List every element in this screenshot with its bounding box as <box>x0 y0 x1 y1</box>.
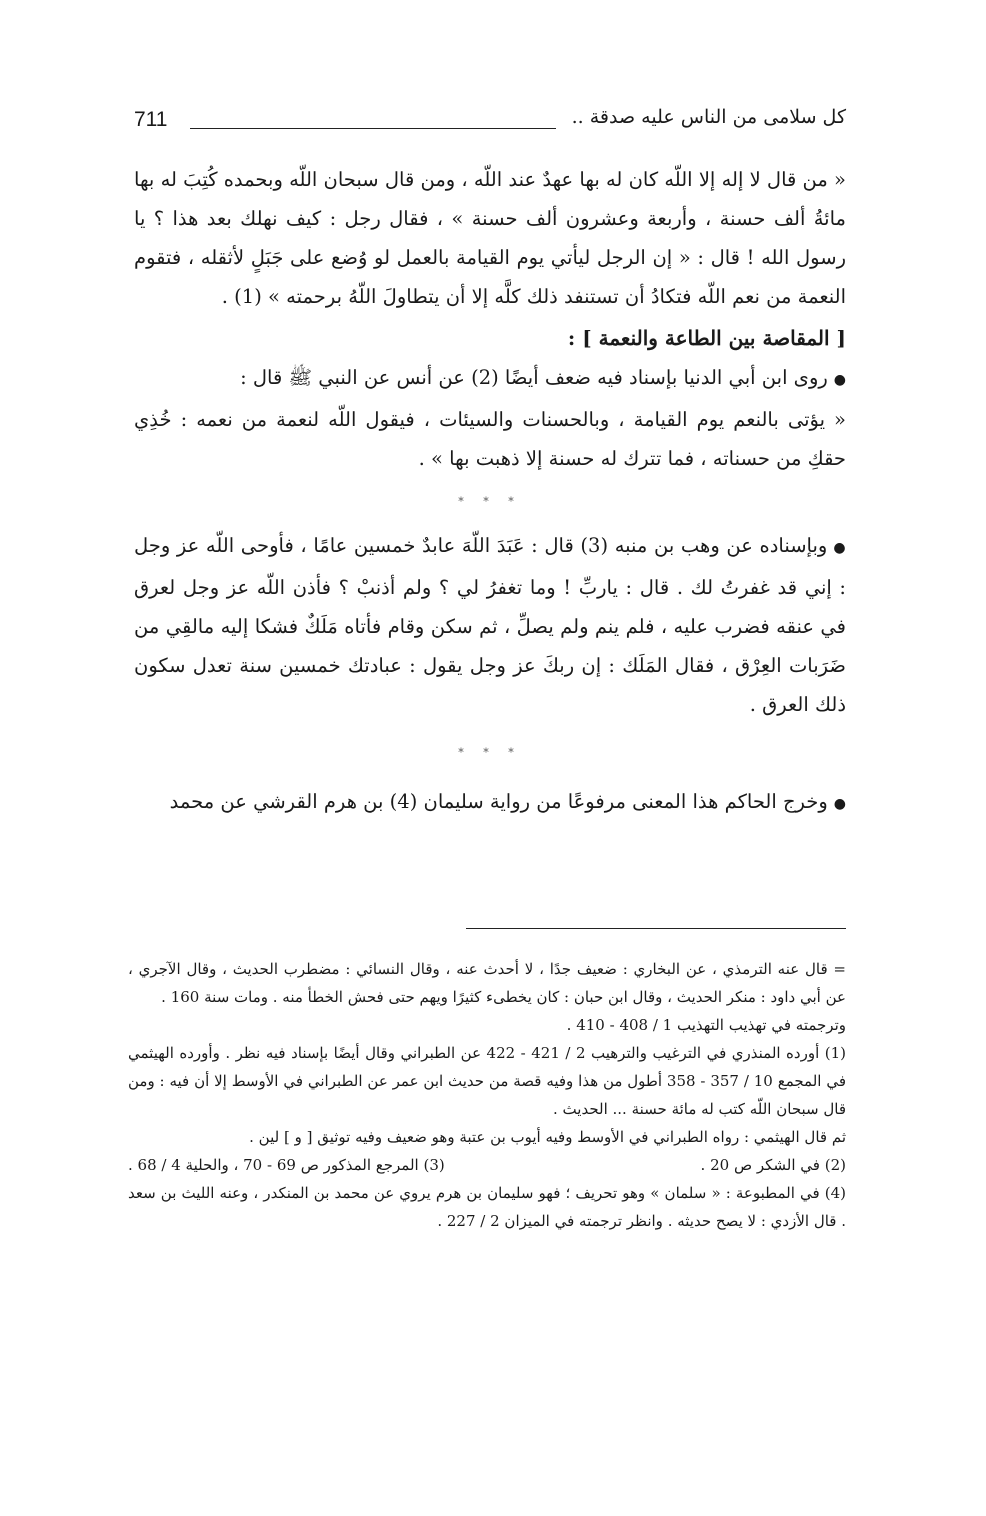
footnotes-2-3 <box>128 1151 846 1179</box>
page-header <box>134 104 846 144</box>
narration-paragraph <box>134 358 846 400</box>
footnote-4: (4) في المطبوعة : « سلمان » وهو تحريف ؛ فهو سليمان بن هرم يروي عن محمد بن المنكدر ، وعنه الليث بن سعد . قال الأزدي : لا يصح حديثه . وانظر ترجمته في الميزان 2 / 227 . <box>128 1184 846 1230</box>
narration-text: روى ابن أبي الدنيا بإسناد فيه ضعف أيضًا (2) عن أنس عن النبي ﷺ قال : <box>240 366 828 389</box>
footnote-3: (3) المرجع المذكور ص 69 - 70 ، والحلية 4 / 68 . <box>128 1156 445 1174</box>
wahb-paragraph <box>134 526 846 724</box>
section-separator: * * * <box>458 746 522 759</box>
hadith-paragraph: « من قال لا إله إلا اللّه كان له بها عهدٌ عند اللّه ، ومن قال سبحان اللّه وبحمده كُتِبَ له بها مائةُ ألف حسنة ، وأربعة وعشرون ألف حسنة » ، فقال رجل : كيف نهلك بعد هذا ؟ يا رسول الله ! قال : « إن الرجل ليأتي يوم القيامة بالعمل لو وُضع على جَبَلٍ لأثقله ، فتقوم النعمة من نعم اللّه فتكادُ أن تستنفد ذلك كلَّه إلا أن يتطاولَ اللّهُ برحمته » (1) . <box>134 168 846 308</box>
main-text <box>134 160 846 824</box>
hadith-quote-paragraph: « يؤتى بالنعم يوم القيامة ، وبالحسنات والسيئات ، فيقول اللّه لنعمة من نعمه : خُذِي حقكِ من حسناته ، فما تترك له حسنة إلا ذهبت بها » . <box>134 408 846 470</box>
footnote-1: (1) أورده المنذري في الترغيب والترهيب 2 / 421 - 422 عن الطبراني وقال أيضًا بإسناد فيه نظر . وأورده الهيثمي في المجمع 10 / 357 - 358 أطول من هذا وفيه قصة من حديث ابن عمر عن الطبراني في الأوسط إلا أن فيه : ومن قال سبحان اللّه كتب له مائة حسنة ... الحديث . <box>128 1044 847 1118</box>
page-number: 711 <box>134 108 168 131</box>
wahb-text: وبإسناده عن وهب بن منبه (3) قال : عَبَدَ اللّهَ عابدٌ خمسين عامًا ، فأوحى اللّه عز وجل : إني قد غفرتُ لك . قال : ياربِّ ! وما تغفرُ لي ؟ ولم أذنبْ ؟ فأذن اللّه عز وجل لعرق في عنقه فضرب عليه ، فلم ينم ولم يصلِّ ، ثم سكن وقام فأتاه مَلَكٌ فشكا إليه مالقِي من ضَرَبات العِرْق ، فقال المَلَك : إن ربكَ عز وجل يقول : عبادتك خمسين سنة تعدل سكون ذلك العرق . <box>134 534 846 716</box>
bullet-icon: ● <box>833 796 846 812</box>
footnotes <box>128 955 846 1235</box>
footnote-2: (2) في الشكر ص 20 . <box>700 1156 846 1174</box>
bullet-icon: ● <box>833 540 847 556</box>
hakim-text: وخرج الحاكم هذا المعنى مرفوعًا من رواية سليمان (4) بن هرم القرشي عن محمد <box>169 790 828 813</box>
footnote-continuation: = قال عنه الترمذي ، عن البخاري : ضعيف جدًا ، لا أحدث عنه ، وقال النسائي : مضطرب الحديث ، وقال الآجري ، عن أبي داود : منكر الحديث ، وقال ابن حبان : كان يخطىء كثيرًا ويهم حتى فحش الخطأ منه . ومات سنة 160 . <box>128 960 846 1006</box>
hakim-paragraph <box>134 782 846 824</box>
footnote-continuation: وترجمته في تهذيب التهذيب 1 / 408 - 410 . <box>566 1016 846 1034</box>
bullet-icon: ● <box>833 372 846 388</box>
footnote-1-continued: ثم قال الهيثمي : رواه الطبراني في الأوسط وفيه أيوب بن عتبة وهو ضعيف وفيه توثيق [ و ] لين . <box>249 1128 846 1146</box>
header-rule <box>190 128 556 129</box>
section-heading: [ المقاصة بين الطاعة والنعمة ] : <box>567 326 846 350</box>
footnote-rule <box>466 928 846 929</box>
section-separator: * * * <box>458 495 522 508</box>
running-title: كل سلامى من الناس عليه صدقة .. <box>571 106 846 128</box>
